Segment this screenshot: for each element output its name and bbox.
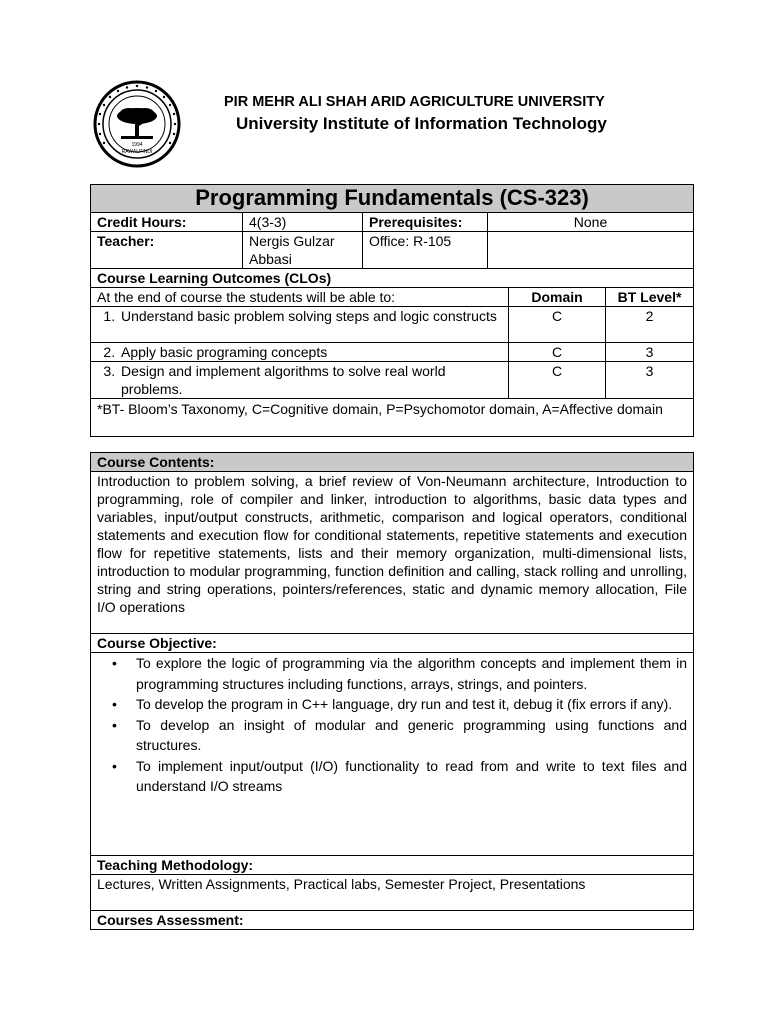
objective-item: • To explore the logic of programming via the algorithm concepts and implement them in programming structures including functions, arrays, strings, and pointers.	[112, 655, 687, 692]
credit-hours-value: 4(3-3)	[243, 213, 363, 232]
clo-domain: C	[509, 307, 606, 343]
clo-item: 1. Understand basic problem solving steps and logic constructs	[91, 307, 509, 343]
course-details-table	[90, 452, 694, 930]
domain-header: Domain	[509, 288, 606, 307]
university-logo	[93, 80, 181, 168]
bt-footnote: *BT- Bloom’s Taxonomy, C=Cognitive domain, P=Psychomotor domain, A=Affective domain	[91, 399, 694, 437]
bullet-icon: •	[112, 655, 117, 671]
svg-text:1994: 1994	[131, 142, 143, 148]
clo-domain: C	[509, 343, 606, 362]
course-objective-section	[91, 634, 694, 856]
bullet-icon: •	[112, 757, 117, 774]
prerequisites-label: Prerequisites:	[363, 213, 488, 232]
bullet-icon: •	[112, 696, 117, 712]
bt-level-header: BT Level*	[606, 288, 694, 307]
clo-bt-level: 3	[606, 362, 694, 399]
objective-list	[91, 653, 693, 797]
clo-domain: C	[509, 362, 606, 399]
institute-name: University Institute of Information Technology	[236, 114, 607, 133]
clo-bt-level: 3	[606, 343, 694, 362]
objective-item: • To develop the program in C++ language, dry run and test it, debug it (fix errors if any).	[136, 694, 687, 715]
office-value: Office: R-105	[363, 232, 488, 269]
teaching-methodology-text: Lectures, Written Assignments, Practical labs, Semester Project, Presentations	[91, 875, 694, 911]
teacher-value: Nergis Gulzar Abbasi	[243, 232, 363, 269]
course-contents-heading: Course Contents:	[91, 453, 694, 472]
teacher-label: Teacher:	[91, 232, 243, 269]
course-info-table	[90, 184, 694, 437]
teaching-methodology-heading: Teaching Methodology:	[91, 856, 694, 875]
svg-text:RAWALPINDI: RAWALPINDI	[121, 149, 153, 155]
clo-heading: Course Learning Outcomes (CLOs)	[91, 269, 694, 288]
course-contents-text: Introduction to problem solving, a brief review of Von-Neumann architecture, Introduction to programming, role of compiler and linker, introduction to algorithms, basic data types and variables, input/output constructs, arithmetic, comparison and logical operators, conditional statements and execution flow for conditional statements, repetitive statements and execution flow for repetitive statements, lists and their memory organization, multi-dimensional lists, introduction to modular programming, function definition and calling, stack rolling and unrolling, string and string operations, pointers/references, static and dynamic memory allocation, File I/O operations	[91, 472, 694, 634]
objective-item: • To implement input/output (I/O) functionality to read from and write to text files and understand I/O streams	[112, 757, 687, 794]
course-title: Programming Fundamentals (CS-323)	[91, 185, 694, 213]
university-name: PIR MEHR ALI SHAH ARID AGRICULTURE UNIVERSITY	[224, 94, 605, 110]
clo-intro: At the end of course the students will be able to:	[91, 288, 509, 307]
courses-assessment-heading: Courses Assessment:	[91, 911, 694, 930]
bullet-icon: •	[112, 716, 117, 733]
credit-hours-label: Credit Hours:	[91, 213, 243, 232]
clo-item: 2. Apply basic programing concepts	[91, 343, 509, 362]
clo-item: 3. Design and implement algorithms to solve real world problems.	[91, 362, 509, 399]
empty-cell	[488, 232, 694, 269]
clo-bt-level: 2	[606, 307, 694, 343]
prerequisites-value: None	[488, 213, 694, 232]
objective-item: • To develop an insight of modular and generic programming using functions and structures.	[112, 716, 687, 753]
course-objective-heading: Course Objective:	[91, 634, 693, 653]
